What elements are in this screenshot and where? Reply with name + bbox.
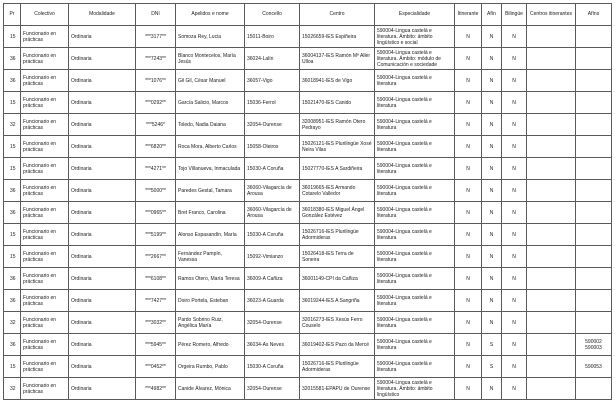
column-header-pr: Pr — [4, 4, 21, 26]
cell-modalidade: Ordinaria — [69, 378, 136, 400]
cell-itinerante: N — [455, 136, 482, 158]
cell-modalidade: Ordinaria — [69, 70, 136, 92]
cell-modalidade: Ordinaria — [69, 158, 136, 180]
cell-concello: 15058-Oleiros — [245, 136, 300, 158]
column-header-centro: Centro — [300, 4, 375, 26]
cell-centro: 32008951-IES Ramón Otero Pedrayo — [300, 114, 375, 136]
table-row — [4, 312, 612, 334]
table-header — [4, 4, 612, 26]
cell-concello: 15011-Boiro — [245, 26, 300, 48]
cell-especialidade: 590004-Lingua castelá e literatura — [375, 268, 455, 290]
cell-modalidade: Ordinaria — [69, 180, 136, 202]
table-row — [4, 114, 612, 136]
cell-pr: 15 — [4, 92, 21, 114]
cell-apelidos-nome: Somoza Rey, Lucia — [176, 26, 245, 48]
cell-itinerante: N — [455, 334, 482, 356]
cell-afin: N — [482, 290, 502, 312]
cell-apelidos-nome: Fernández Pampín, Vanessa — [176, 246, 245, 268]
cell-colectivo: Funcionario en prácticas — [21, 158, 69, 180]
cell-bilingue: N — [502, 202, 527, 224]
cell-especialidade: 590004-Lingua castelá e literatura — [375, 158, 455, 180]
cell-centro: 36019665-IES Armando Cotarelo Valledor — [300, 180, 375, 202]
cell-afins: 590053 — [576, 356, 612, 378]
cell-concello: 36060-Vilagarcía de Arousa — [245, 180, 300, 202]
cell-centros-itinerantes — [527, 356, 576, 378]
cell-concello: 32054-Ourense — [245, 378, 300, 400]
cell-apelidos-nome: Alonso Espasandín, María — [176, 224, 245, 246]
cell-pr: 36 — [4, 268, 21, 290]
cell-centros-itinerantes — [527, 70, 576, 92]
cell-pr: 15 — [4, 246, 21, 268]
cell-bilingue: N — [502, 48, 527, 70]
cell-apelidos-nome: Gil Gil, César Manuel — [176, 70, 245, 92]
cell-colectivo: Funcionario en prácticas — [21, 136, 69, 158]
cell-especialidade: 590004-Lingua castelá e literatura — [375, 202, 455, 224]
cell-especialidade: 590004-Lingua castelá e literatura. Ámbito: ámbito lingüístico — [375, 378, 455, 400]
cell-modalidade: Ordinaria — [69, 48, 136, 70]
cell-dni: ***3177** — [136, 26, 176, 48]
cell-modalidade: Ordinaria — [69, 224, 136, 246]
cell-concello: 36023-A Guarda — [245, 290, 300, 312]
cell-apelidos-nome: Pardo Sobrino Ruiz, Angélica María — [176, 312, 245, 334]
cell-itinerante: N — [455, 70, 482, 92]
cell-especialidade: 590004-Lingua castelá e literatura — [375, 312, 455, 334]
cell-pr: 15 — [4, 136, 21, 158]
column-header-afin: Afín — [482, 4, 502, 26]
cell-itinerante: N — [455, 356, 482, 378]
cell-apelidos-nome: Blanco Montecelos, María Jesús — [176, 48, 245, 70]
cell-apelidos-nome: García Salicio, Marcos — [176, 92, 245, 114]
cell-centros-itinerantes — [527, 246, 576, 268]
cell-pr: 15 — [4, 356, 21, 378]
cell-afin: N — [482, 70, 502, 92]
cell-colectivo: Funcionario en prácticas — [21, 334, 69, 356]
cell-pr: 36 — [4, 48, 21, 70]
cell-especialidade: 590004-Lingua castelá e literatura — [375, 224, 455, 246]
cell-centros-itinerantes — [527, 290, 576, 312]
cell-bilingue: N — [502, 26, 527, 48]
cell-concello: 36009-A Cañiza — [245, 268, 300, 290]
header-row — [4, 4, 612, 26]
cell-pr: 36 — [4, 290, 21, 312]
cell-bilingue: N — [502, 114, 527, 136]
cell-centro: 32015581-EPAPU de Ourense — [300, 378, 375, 400]
cell-afins — [576, 268, 612, 290]
cell-centro: 36019402-IES Pazo da Mercé — [300, 334, 375, 356]
cell-pr: 15 — [4, 224, 21, 246]
cell-colectivo: Funcionario en prácticas — [21, 114, 69, 136]
cell-apelidos-nome: Pérez Romero, Alfredo — [176, 334, 245, 356]
cell-especialidade: 590004-Lingua castelá e literatura — [375, 246, 455, 268]
cell-afins — [576, 92, 612, 114]
table-row — [4, 136, 612, 158]
column-header-bilingue: Bilingüe — [502, 4, 527, 26]
cell-especialidade: 590004-Lingua castelá e literatura — [375, 136, 455, 158]
cell-concello: 15030-A Coruña — [245, 158, 300, 180]
column-header-colectivo: Colectivo — [21, 4, 69, 26]
cell-centros-itinerantes — [527, 48, 576, 70]
cell-afin: N — [482, 378, 502, 400]
cell-concello: 36034-As Neves — [245, 334, 300, 356]
cell-dni: ***5945** — [136, 334, 176, 356]
cell-modalidade: Ordinaria — [69, 92, 136, 114]
cell-dni: ***5000** — [136, 180, 176, 202]
cell-itinerante: N — [455, 246, 482, 268]
column-header-afins: Afíns — [576, 4, 612, 26]
cell-concello: 32054-Ourense — [245, 114, 300, 136]
cell-especialidade: 590004-Lingua castelá e literatura — [375, 180, 455, 202]
cell-afin: S — [482, 356, 502, 378]
cell-colectivo: Funcionario en prácticas — [21, 224, 69, 246]
cell-pr: 36 — [4, 180, 21, 202]
cell-centro: 15027770-IES A Sardiñeira — [300, 158, 375, 180]
cell-afins: 590002 590003 — [576, 334, 612, 356]
cell-centro: 15026121-IES Plurilingüe Xosé Neira Vilas — [300, 136, 375, 158]
cell-centro: 36001149-CPI da Cañiza — [300, 268, 375, 290]
cell-colectivo: Funcionario en prácticas — [21, 26, 69, 48]
cell-pr: 15 — [4, 158, 21, 180]
cell-especialidade: 590004-Lingua castelá e literatura. Ámbito: módulo de Comunicación e sociedade — [375, 48, 455, 70]
cell-pr: 15 — [4, 26, 21, 48]
cell-centro: 15026659-IES Espiñeira — [300, 26, 375, 48]
cell-itinerante: N — [455, 26, 482, 48]
cell-afins — [576, 114, 612, 136]
table-row — [4, 180, 612, 202]
cell-centro: 32016273-IES Xesús Ferro Couselo — [300, 312, 375, 334]
cell-dni: ***4271** — [136, 158, 176, 180]
cell-centros-itinerantes — [527, 114, 576, 136]
cell-afins — [576, 48, 612, 70]
table-row — [4, 224, 612, 246]
cell-modalidade: Ordinaria — [69, 114, 136, 136]
cell-especialidade: 590004-Lingua castelá e literatura — [375, 334, 455, 356]
column-header-concello: Concello — [245, 4, 300, 26]
cell-centro: 36018941-IES de Vigo — [300, 70, 375, 92]
cell-colectivo: Funcionario en prácticas — [21, 48, 69, 70]
cell-centros-itinerantes — [527, 26, 576, 48]
cell-afins — [576, 180, 612, 202]
cell-centro: 36019244-IES A Sangriña — [300, 290, 375, 312]
cell-itinerante: N — [455, 114, 482, 136]
cell-modalidade: Ordinaria — [69, 202, 136, 224]
assignments-table-wrapper — [3, 3, 612, 400]
cell-modalidade: Ordinaria — [69, 246, 136, 268]
cell-afin: N — [482, 224, 502, 246]
cell-centros-itinerantes — [527, 224, 576, 246]
cell-centros-itinerantes — [527, 202, 576, 224]
cell-afin: N — [482, 136, 502, 158]
cell-apelidos-nome: Bret Franco, Carolina — [176, 202, 245, 224]
cell-dni: ***0965** — [136, 202, 176, 224]
cell-centro: 15021470-IES Canido — [300, 92, 375, 114]
table-row — [4, 378, 612, 400]
cell-afin: N — [482, 246, 502, 268]
cell-modalidade: Ordinaria — [69, 356, 136, 378]
cell-dni: ***0292** — [136, 92, 176, 114]
cell-especialidade: 590004-Lingua castelá e literatura. Ámbito: ámbito lingüístico e social — [375, 26, 455, 48]
cell-dni: ***4982** — [136, 378, 176, 400]
cell-apelidos-nome: Roca Mora, Alberto Carlos — [176, 136, 245, 158]
cell-afins — [576, 26, 612, 48]
cell-centros-itinerantes — [527, 136, 576, 158]
cell-bilingue: N — [502, 158, 527, 180]
cell-centros-itinerantes — [527, 312, 576, 334]
cell-afins — [576, 246, 612, 268]
table-row — [4, 334, 612, 356]
table-row — [4, 268, 612, 290]
cell-bilingue: N — [502, 356, 527, 378]
cell-colectivo: Funcionario en prácticas — [21, 70, 69, 92]
cell-afins — [576, 290, 612, 312]
column-header-apelidos-nome: Apelidos e nome — [176, 4, 245, 26]
table-row — [4, 26, 612, 48]
cell-bilingue: N — [502, 312, 527, 334]
cell-dni: ***7243** — [136, 48, 176, 70]
cell-especialidade: 590004-Lingua castelá e literatura — [375, 92, 455, 114]
table-row — [4, 158, 612, 180]
cell-bilingue: N — [502, 224, 527, 246]
cell-apelidos-nome: Orgeira Rumbo, Pablo — [176, 356, 245, 378]
column-header-dni: DNI — [136, 4, 176, 26]
cell-colectivo: Funcionario en prácticas — [21, 312, 69, 334]
cell-afins — [576, 158, 612, 180]
column-header-modalidade: Modalidade — [69, 4, 136, 26]
cell-afin: N — [482, 26, 502, 48]
assignments-table — [3, 3, 612, 400]
cell-apelidos-nome: Toledo, Nadia Daiana — [176, 114, 245, 136]
cell-itinerante: N — [455, 202, 482, 224]
cell-pr: 32 — [4, 378, 21, 400]
cell-dni: ***2667** — [136, 246, 176, 268]
cell-centro: 15026716-IES Plurilingüe Adormideras — [300, 356, 375, 378]
cell-colectivo: Funcionario en prácticas — [21, 92, 69, 114]
cell-centros-itinerantes — [527, 180, 576, 202]
cell-apelidos-nome: Canide Álvarez, Mónica — [176, 378, 245, 400]
cell-dni: ***5199** — [136, 224, 176, 246]
column-header-centros-itinerantes: Centros itinerantes — [527, 4, 576, 26]
cell-pr: 32 — [4, 114, 21, 136]
cell-afins — [576, 312, 612, 334]
cell-concello: 36057-Vigo — [245, 70, 300, 92]
cell-bilingue: N — [502, 136, 527, 158]
cell-dni: ***6108** — [136, 268, 176, 290]
cell-centros-itinerantes — [527, 158, 576, 180]
cell-afin: N — [482, 312, 502, 334]
cell-afins — [576, 136, 612, 158]
cell-concello: 36024-Lalín — [245, 48, 300, 70]
cell-modalidade: Ordinaria — [69, 290, 136, 312]
cell-concello: 15092-Vimianzo — [245, 246, 300, 268]
cell-dni: ***5246* — [136, 114, 176, 136]
cell-itinerante: N — [455, 224, 482, 246]
cell-itinerante: N — [455, 158, 482, 180]
cell-pr: 36 — [4, 70, 21, 92]
cell-colectivo: Funcionario en prácticas — [21, 356, 69, 378]
table-row — [4, 356, 612, 378]
cell-dni: ***6820** — [136, 136, 176, 158]
column-header-itinerante: Itinerante — [455, 4, 482, 26]
cell-concello: 36060-Vilagarcía de Arousa — [245, 202, 300, 224]
table-row — [4, 70, 612, 92]
cell-centro: 15026418-IES Terra de Soneira — [300, 246, 375, 268]
cell-especialidade: 590004-Lingua castelá e literatura — [375, 290, 455, 312]
cell-apelidos-nome: Doiro Portela, Esteban — [176, 290, 245, 312]
cell-colectivo: Funcionario en prácticas — [21, 246, 69, 268]
cell-itinerante: N — [455, 290, 482, 312]
cell-centros-itinerantes — [527, 334, 576, 356]
cell-especialidade: 590004-Lingua castelá e literatura — [375, 70, 455, 92]
cell-centro: 15026716-IES Plurilingüe Adormideras — [300, 224, 375, 246]
cell-concello: 15030-A Coruña — [245, 356, 300, 378]
cell-itinerante: N — [455, 268, 482, 290]
cell-bilingue: N — [502, 70, 527, 92]
table-row — [4, 92, 612, 114]
cell-afin: S — [482, 334, 502, 356]
cell-dni: ***0452** — [136, 356, 176, 378]
cell-pr: 32 — [4, 312, 21, 334]
table-row — [4, 290, 612, 312]
cell-pr: 36 — [4, 334, 21, 356]
cell-afins — [576, 202, 612, 224]
cell-modalidade: Ordinaria — [69, 312, 136, 334]
cell-colectivo: Funcionario en prácticas — [21, 180, 69, 202]
cell-centro: 36004137-IES Ramón Mª Aller Ulloa — [300, 48, 375, 70]
table-body — [4, 26, 612, 400]
cell-dni: ***7427** — [136, 290, 176, 312]
cell-bilingue: N — [502, 378, 527, 400]
cell-afin: N — [482, 180, 502, 202]
cell-colectivo: Funcionario en prácticas — [21, 378, 69, 400]
cell-concello: 32054-Ourense — [245, 312, 300, 334]
cell-modalidade: Ordinaria — [69, 268, 136, 290]
cell-centro: 36018380-IES Miguel Ángel González Estévez — [300, 202, 375, 224]
cell-afin: N — [482, 114, 502, 136]
cell-afin: N — [482, 92, 502, 114]
cell-afins — [576, 70, 612, 92]
cell-itinerante: N — [455, 180, 482, 202]
cell-centros-itinerantes — [527, 268, 576, 290]
cell-afin: N — [482, 202, 502, 224]
cell-itinerante: N — [455, 312, 482, 334]
cell-bilingue: N — [502, 92, 527, 114]
cell-colectivo: Funcionario en prácticas — [21, 202, 69, 224]
cell-centros-itinerantes — [527, 378, 576, 400]
cell-dni: ***3032** — [136, 312, 176, 334]
cell-bilingue: N — [502, 180, 527, 202]
cell-apelidos-nome: Ramos Otero, María Teresa — [176, 268, 245, 290]
cell-bilingue: N — [502, 246, 527, 268]
cell-colectivo: Funcionario en prácticas — [21, 290, 69, 312]
cell-especialidade: 590004-Lingua castelá e literatura — [375, 356, 455, 378]
table-row — [4, 202, 612, 224]
cell-modalidade: Ordinaria — [69, 334, 136, 356]
column-header-especialidade: Especialidade — [375, 4, 455, 26]
cell-modalidade: Ordinaria — [69, 136, 136, 158]
cell-apelidos-nome: Paredes Gestal, Tamara — [176, 180, 245, 202]
table-row — [4, 246, 612, 268]
cell-afin: N — [482, 48, 502, 70]
cell-afins — [576, 224, 612, 246]
cell-itinerante: N — [455, 92, 482, 114]
cell-bilingue: N — [502, 290, 527, 312]
table-row — [4, 48, 612, 70]
cell-colectivo: Funcionario en prácticas — [21, 268, 69, 290]
cell-concello: 15036-Ferrol — [245, 92, 300, 114]
cell-concello: 15030-A Coruña — [245, 224, 300, 246]
cell-bilingue: N — [502, 334, 527, 356]
cell-apelidos-nome: Tojo Villanueva, Inmaculada — [176, 158, 245, 180]
cell-bilingue: N — [502, 268, 527, 290]
cell-pr: 36 — [4, 202, 21, 224]
cell-itinerante: N — [455, 48, 482, 70]
cell-centros-itinerantes — [527, 92, 576, 114]
cell-modalidade: Ordinaria — [69, 26, 136, 48]
cell-itinerante: N — [455, 378, 482, 400]
cell-dni: ***1076** — [136, 70, 176, 92]
cell-afins — [576, 378, 612, 400]
cell-afin: N — [482, 158, 502, 180]
cell-especialidade: 590004-Lingua castelá e literatura — [375, 114, 455, 136]
cell-afin: N — [482, 268, 502, 290]
